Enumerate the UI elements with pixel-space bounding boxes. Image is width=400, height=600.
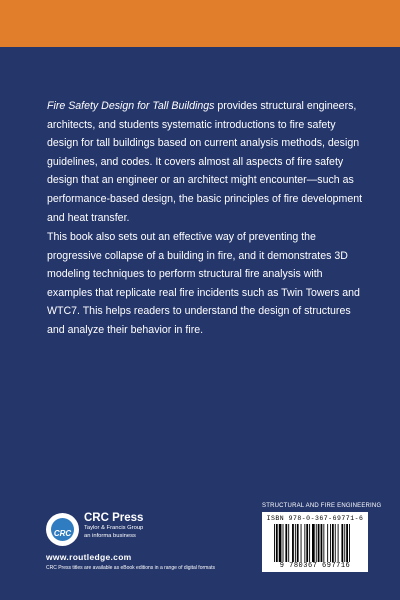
- barcode-bar: [335, 524, 336, 562]
- barcode-bar: [316, 524, 317, 562]
- barcode-bar: [332, 524, 334, 562]
- barcode-bar: [288, 524, 289, 562]
- barcode-bar: [309, 524, 310, 562]
- barcode-bar: [295, 524, 296, 562]
- barcode-bar: [338, 524, 339, 562]
- isbn-label: ISBN 978-0-367-69771-6: [266, 515, 364, 522]
- description-paragraph-1: [47, 97, 367, 227]
- logo-mark: CRC: [53, 529, 72, 538]
- barcode-digits: 9 780367 697716: [279, 562, 351, 570]
- barcode-bar: [312, 524, 315, 562]
- barcode-bar: [292, 524, 294, 562]
- barcode-bar: [285, 524, 287, 562]
- barcode: [262, 512, 368, 572]
- barcode-bar: [297, 524, 299, 562]
- barcode-bar: [301, 524, 302, 562]
- barcode-bar: [327, 524, 328, 562]
- crc-logo-icon: [46, 513, 79, 546]
- barcode-bar: [306, 524, 308, 562]
- publisher-logo: [46, 512, 246, 572]
- barcode-bar: [346, 524, 348, 562]
- book-title-inline: Fire Safety Design for Tall Buildings: [47, 100, 215, 112]
- barcode-bars: [274, 524, 356, 562]
- barcode-bar: [276, 524, 278, 562]
- barcode-bar: [279, 524, 282, 562]
- publisher-business: an informa business: [84, 533, 136, 539]
- ebook-note: CRC Press titles are available as eBook editions in a range of digital formats: [46, 565, 215, 571]
- publisher-website: www.routledge.com: [46, 552, 132, 562]
- description-paragraph-2: This book also sets out an effective way of preventing the progressive collapse of a building in fire, and it demonstrates 3D modeling techniques to perform structural fire analysis with examples that replicate real fire incidents such as Twin Towers and WTC7. This helps readers to understand the design of structures and analyze their behavior in fire.: [47, 231, 360, 336]
- barcode-bar: [321, 524, 323, 562]
- publisher-text: [84, 512, 143, 540]
- publisher-group: Taylor & Francis Group: [84, 525, 144, 531]
- barcode-bar: [304, 524, 305, 562]
- barcode-bar: [318, 524, 320, 562]
- barcode-bar: [341, 524, 343, 562]
- barcode-bar: [274, 524, 275, 562]
- barcode-bar: [344, 524, 345, 562]
- accent-bar: [0, 0, 400, 47]
- publisher-name: CRC Press: [84, 512, 144, 524]
- barcode-bar: [349, 524, 350, 562]
- subject-category: STRUCTURAL AND FIRE ENGINEERING: [262, 503, 382, 509]
- barcode-bar: [283, 524, 284, 562]
- barcode-bar: [323, 524, 324, 562]
- barcode-bar: [330, 524, 331, 562]
- description-text-1: provides structural engineers, architects, and students systematic introductions to fire safety design for tall buildings based on current analysis methods, design guidelines, and codes. It covers almost all aspects of fire safety design that an engineer or an architect might encounter—such as performance-based design, the basic principles of fire development and heat transfer.: [47, 100, 363, 224]
